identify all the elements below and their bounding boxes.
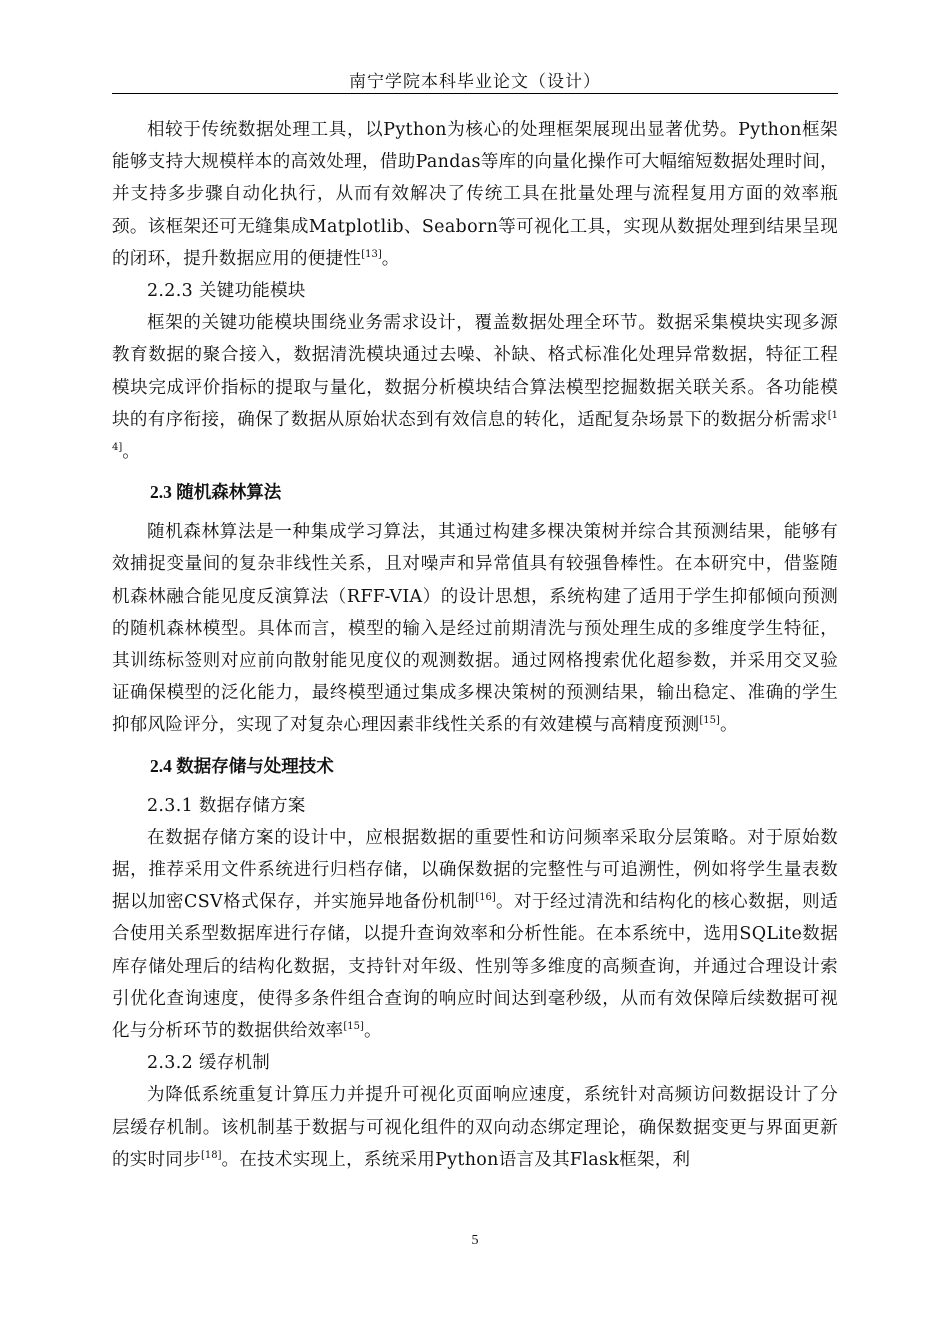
citation: [18] [201, 1149, 222, 1161]
citation: [15] [699, 715, 720, 727]
citation: [16] [475, 892, 496, 904]
paragraph: 为降低系统重复计算压力并提升可视化页面响应速度，系统针对高频访问数据设计了分层缓存机制。该机制基于数据与可视化组件的双向动态绑定理论，确保数据变更与界面更新的实时同步[18]。在技术实现上，系统采用Python语言及其Flask框架，利 [112, 1085, 838, 1170]
section-heading: 2.4 数据存储与处理技术 [150, 755, 334, 776]
paragraph: 框架的关键功能模块围绕业务需求设计，覆盖数据处理全环节。数据采集模块实现多源教育数据的聚合接入，数据清洗模块通过去噪、补缺、格式标准化处理异常数据，特征工程模块完成评价指标的提取与量化，数据分析模块结合算法模型挖掘数据关联关系。各功能模块的有序衔接，确保了数据从原始状态到有效信息的转化，适配复杂场景下的数据分析需求[14]。 [112, 313, 838, 463]
page-number: 5 [471, 1233, 479, 1248]
citation: [15] [343, 1021, 364, 1033]
citation: [14] [112, 409, 838, 454]
citation: [13] [361, 248, 382, 260]
page-body [112, 114, 838, 1176]
subsection-heading: 2.2.3 关键功能模块 [147, 281, 306, 302]
subsection-heading: 2.3.1 数据存储方案 [147, 795, 306, 816]
subsection-heading: 2.3.2 缓存机制 [147, 1053, 271, 1074]
header-rule [112, 93, 838, 94]
paragraph: 在数据存储方案的设计中，应根据数据的重要性和访问频率采取分层策略。对于原始数据，推荐采用文件系统进行归档存储，以确保数据的完整性与可追溯性，例如将学生量表数据以加密CSV格式保存，并实施异地备份机制[16]。对于经过清洗和结构化的核心数据，则适合使用关系型数据库进行存储，以提升查询效率和分析性能。在本系统中，选用SQLite数据库存储处理后的结构化数据，支持针对年级、性别等多维度的高频查询，并通过合理设计索引优化查询速度，使得多条件组合查询的响应时间达到毫秒级，从而有效保障后续数据可视化与分析环节的数据供给效率[15]。 [112, 827, 838, 1042]
paragraph: 相较于传统数据处理工具，以Python为核心的处理框架展现出显著优势。Python框架能够支持大规模样本的高效处理，借助Pandas等库的向量化操作可大幅缩短数据处理时间，并支持多步骤自动化执行，从而有效解决了传统工具在批量处理与流程复用方面的效率瓶颈。该框架还可无缝集成Matplotlib、Seaborn等可视化工具，实现从数据处理到结果呈现的闭环，提升数据应用的便捷性[13]。 [112, 120, 838, 269]
running-header: 南宁学院本科毕业论文（设计） [349, 72, 601, 92]
section-heading: 2.3 随机森林算法 [150, 482, 282, 503]
paragraph: 随机森林算法是一种集成学习算法，其通过构建多棵决策树并综合其预测结果，能够有效捕捉变量间的复杂非线性关系，且对噪声和异常值具有较强鲁棒性。在本研究中，借鉴随机森林融合能见度反演算法（RFF-VIA）的设计思想，系统构建了适用于学生抑郁倾向预测的随机森林模型。具体而言，模型的输入是经过前期清洗与预处理生成的多维度学生特征，其训练标签则对应前向散射能见度仪的观测数据。通过网格搜索优化超参数，并采用交叉验证确保模型的泛化能力，最终模型通过集成多棵决策树的预测结果，输出稳定、准确的学生抑郁风险评分，实现了对复杂心理因素非线性关系的有效建模与高精度预测[15]。 [112, 522, 838, 736]
